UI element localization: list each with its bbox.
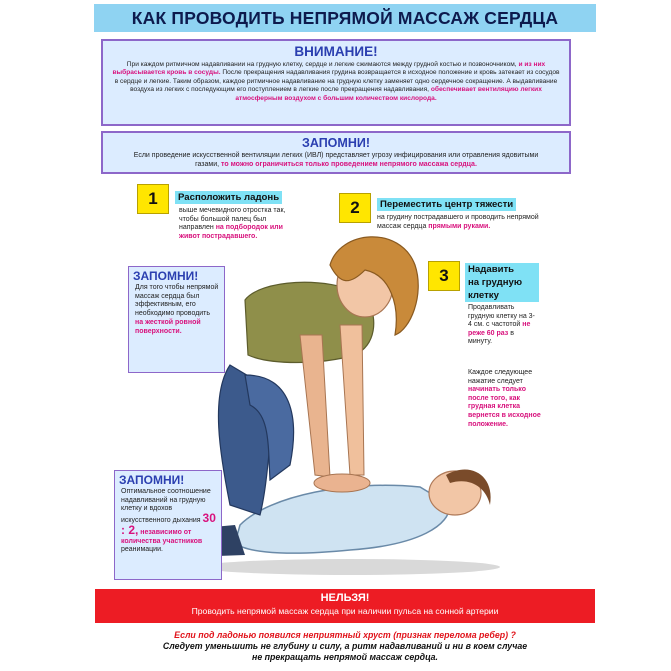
forbidden-text: Проводить непрямой массаж сердца при наличии пульса на сонной артерии	[191, 606, 499, 616]
step-1-title: Расположить ладонь	[175, 191, 282, 204]
step-1-number: 1	[137, 184, 169, 214]
step-3-title-line-3: клетку	[465, 289, 539, 302]
step-1-pink: на подбородок или живот пострадавшего.	[179, 224, 283, 240]
remember-top-panel	[101, 131, 571, 174]
forbidden-header: НЕЛЬЗЯ!	[320, 592, 370, 604]
footer-note	[95, 630, 595, 664]
step-3-title-block	[465, 263, 539, 302]
attention-pink-2: обеспечивает вентиляцию легких атмосферным воздухом с большим количеством кислорода.	[235, 86, 542, 102]
step-2-block	[377, 194, 557, 231]
attention-panel	[101, 39, 571, 126]
page-title: КАК ПРОВОДИТЬ НЕПРЯМОЙ МАССАЖ СЕРДЦА	[131, 7, 559, 28]
attention-text-1: При каждом ритмичном надавливании на грудную клетку, сердце и легкие сжимаются между грудной костью и позвоночником,	[126, 61, 517, 68]
remember-left-body	[129, 284, 224, 336]
step-2-pink: прямыми руками.	[428, 222, 491, 230]
footer-line-1: Если под ладонью появился неприятный хруст (признак перелома ребер) ?	[174, 630, 516, 640]
remember-ratio-panel	[114, 470, 222, 580]
attention-header: ВНИМАНИЕ!	[294, 44, 378, 59]
step-3-number: 3	[428, 261, 460, 291]
step-3-text-3: Каждое следующее нажатие следует	[468, 369, 533, 385]
step-3-text-b	[468, 369, 542, 429]
remember-top-text: Если проведение искусственной вентиляции легких (ИВЛ) представляет угрозу инфицирования или отравления ядовитыми газами,	[133, 152, 539, 168]
footer-line-2: Следует уменьшить не глубину и силу, а ритм надавливаний и ни в коем случае	[162, 641, 528, 652]
step-3-pink-1: не реже 60 раз	[468, 321, 531, 337]
remember-ratio-text: Оптимальное соотношение надавливаний на грудную клетку и вдохов искусственного дыхания	[121, 488, 211, 525]
remember-ratio-value: 30 : 2,	[121, 511, 216, 537]
attention-body	[103, 59, 569, 103]
step-1-text: выше мечевидного отростка так, чтобы большой палец был направлен	[179, 207, 286, 232]
step-2-title: Переместить центр тяжести	[377, 198, 516, 211]
remember-ratio-tail: реанимации.	[121, 546, 163, 554]
step-3-text-1: Продавливать грудную клетку на 3-4 см. с частотой	[468, 304, 535, 329]
remember-ratio-header: ЗАПОМНИ!	[119, 473, 185, 487]
forbidden-banner	[95, 589, 595, 623]
step-1-block	[175, 187, 325, 241]
remember-left-text: Для того чтобы непрямой массаж сердца был эффективным, его необходимо проводить	[135, 284, 219, 318]
step-3-text-2: в минуту.	[468, 329, 514, 346]
rescuer-hands	[314, 474, 370, 492]
floor-shadow	[200, 559, 500, 575]
remember-ratio-body	[115, 488, 221, 555]
remember-left-panel	[128, 266, 225, 373]
step-2-text-wrap	[377, 214, 553, 231]
remember-left-header: ЗАПОМНИ!	[133, 269, 199, 283]
attention-text-2: После прекращения надавливания грудина возвращается в исходное положение и кровь затекает из сосудов в сердце и легкие. Таким образом, каждое ритмичное надавливание на грудную клетку заменяет одно сердечное сокращение. А выдавливание воздуха из легких с последующим его поступлением в легкие после прекращения надавливания,	[114, 69, 560, 94]
step-2-text: на грудину пострадавшего и проводить непрямой массаж сердца	[377, 214, 539, 230]
step-3-title-line-2: на грудную	[465, 276, 539, 289]
patient-shirt	[235, 485, 450, 553]
step-3-title-line-1: Надавить	[465, 263, 539, 276]
step-1-text-wrap	[179, 207, 297, 241]
footer-line-3: не прекращать непрямой массаж сердца.	[252, 652, 438, 663]
remember-top-body	[103, 150, 569, 169]
remember-top-pink: то можно ограничиться только проведением непрямого массажа сердца.	[221, 161, 477, 168]
attention-pink-1: и из них выбрасывается кровь в сосуды.	[112, 61, 546, 77]
remember-left-pink: на жесткой ровной поверхности.	[135, 318, 201, 335]
step-2-number: 2	[339, 193, 371, 223]
step-3-pink-3: начинать только после того, как грудная клетка вернется в исходное положение.	[468, 386, 541, 428]
title-bar	[94, 4, 596, 32]
rescuer-arm-right	[340, 325, 364, 475]
remember-ratio-pink: независимо от количества участников	[121, 528, 203, 545]
step-3-text-a	[468, 304, 538, 347]
remember-top-header: ЗАПОМНИ!	[302, 136, 370, 150]
